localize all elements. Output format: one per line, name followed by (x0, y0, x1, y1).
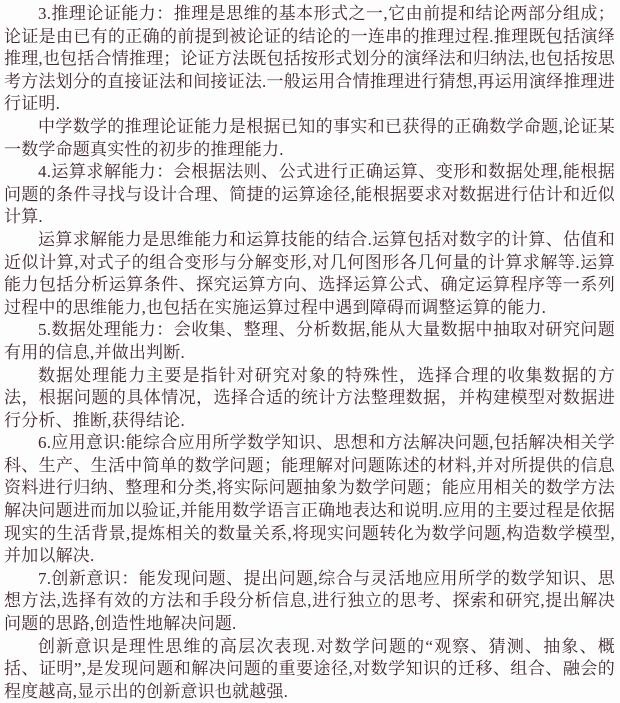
paragraph: 4.运算求解能力：会根据法则、公式进行正确运算、变形和数据处理,能根据问题的条件寻找与设计合理、简捷的运算途径,能根据要求对数据进行估计和近似计算. (4, 162, 615, 227)
paragraph: 6.应用意识:能综合应用所学数学知识、思想和方法解决问题,包括解决相关学科、生产、生活中简单的数学问题；能理解对问题陈述的材料,并对所提供的信息资料进行归纳、整理和分类,将实际问题抽象为数学问题；能应用相关的数学方法解决问题进而加以验证,并能用数学语言正确地表达和说明.应用的主要过程是依据现实的生活背景,提炼相关的数量关系,将现实问题转化为数学问题,构造数学模型,并加以解决. (4, 433, 615, 566)
paragraph: 7.创新意识：能发现问题、提出问题,综合与灵活地应用所学的数学知识、思想方法,选择有效的方法和手段分析信息,进行独立的思考、探索和研究,提出解决问题的思路,创造性地解决问题. (4, 568, 615, 634)
paragraph: 中学数学的推理论证能力是根据已知的事实和已获得的正确数学命题,论证某一数学命题真实性的初步的推理能力. (4, 116, 615, 159)
paragraph: 创新意识是理性思维的高层次表现.对数学问题的“观察、猜测、抽象、概括、证明”,是发现问题和解决问题的重要途径,对数学知识的迁移、组合、融会的程度越高,显示出的创新意识也就越强. (4, 636, 615, 701)
paragraph: 数据处理能力主要是指针对研究对象的特殊性，选择合理的收集数据的方法，根据问题的具体情况，选择合适的统计方法整理数据，并构建模型对数据进行分析、推断,获得结论. (4, 365, 615, 430)
paragraph: 运算求解能力是思维能力和运算技能的结合.运算包括对数字的计算、估值和近似计算,对式子的组合变形与分解变形,对几何图形各几何量的计算求解等.运算能力包括分析运算条件、探究运算方向、选择运算公式、确定运算程序等一系列过程中的思维能力,也包括在实施运算过程中遇到障碍而调整运算的能力. (4, 229, 615, 317)
paragraph: 5.数据处理能力：会收集、整理、分析数据,能从大量数据中抽取对研究问题有用的信息,并做出判断. (4, 320, 615, 362)
paragraph: 3.推理论证能力：推理是思维的基本形式之一,它由前提和结论两部分组成；论证是由已有的正确的前提到被论证的结论的一连串的推理过程.推理既包括演绎推理,也包括合情推理；论证方法既包括按形式划分的演绎法和归纳法,也包括按思考方法划分的直接证法和间接证法.一般运用合情推理进行猜想,再运用演绎推理进行证明. (4, 4, 615, 114)
document-body (4, 3, 615, 703)
